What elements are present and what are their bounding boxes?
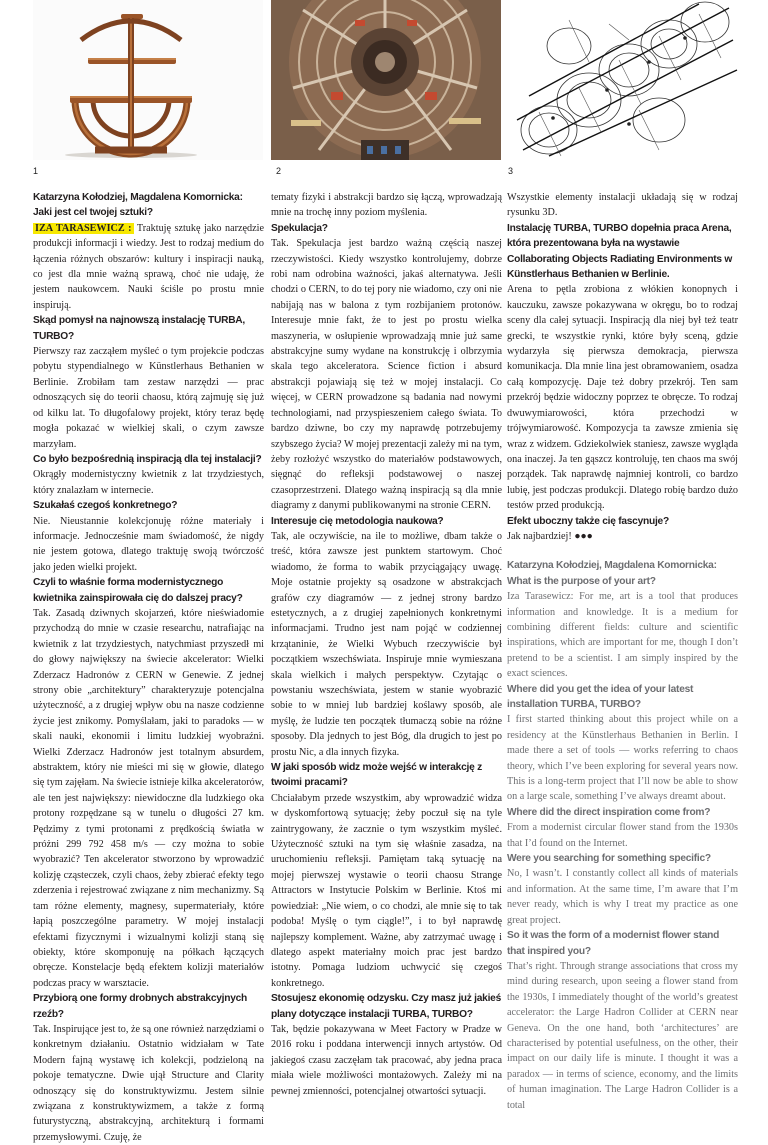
interview-question-en: Where did you get the idea of your latest installation TURBA, TURBO? <box>507 683 694 710</box>
interview-answer: Okrągły modernistyczny kwietnik z lat trzydziestych, który znalazłam w internecie. <box>33 469 264 496</box>
interview-answer-en: Iza Tarasewicz: For me, art is a tool that produces information and knowledge. It is a medium for combining different fields: culture and scientific inspirations, which are important for me, though I don’t pretend to be a scientist. I am simply inspired by the exact sciences. <box>507 591 738 680</box>
answer-text: Traktuję sztukę jako narzędzie produkcji informacji i wiedzy. Jest to rodzaj medium do łączenia różnych obszarów: kultury i inspiracji nauką, co jest dla mnie ważną sprawą, choć nie udaję, że jestem naukowcem. Nauki ściśle po prostu mnie inspirują. <box>33 222 264 311</box>
interview-answer: Nie. Nieustannie kolekcjonuję różne materiały i informacje. Jednocześnie mam świadomość, że nigdy nie jestem gotowa, dlatego traktuję swoją twórczość jako jeden wielki projekt. <box>33 515 264 573</box>
interview-answer: Tak. Inspirujące jest to, że są one również narzędziami o konkretnym działaniu. Ostatnio widziałam w Tate Modern fajną wystawę ich kolekcji, podzieloną na pokoje tematyczne. Dwie ujął Structure and Clarity odnoszący się do konstruktywizmu. Jestem silnie związana z konstruktywizmem, a także z formą futurystyczną, abstrakcyjną, architekturą i formami przemysłowymi. Czuję, że <box>33 1023 264 1143</box>
interview-question: Szukałaś czegoś konkretnego? <box>33 500 178 512</box>
interview-answer-en: That’s right. Through strange associations that cross my mind during research, upon seeing a flower stand from the 1930s, I immediately thought of the world’s greatest accelerator: the Large Hadron Collider at CERN near Geneva. On the one hand, both ‘architectures’ are characterised by potential usefulness, on the other, their impact on our daily life is minute. I thought it was a paradox — in terms of science, economy, and the limits of human imagination. The Large Hadron Collider is a total <box>507 960 738 1111</box>
interview-answer: tematy fizyki i abstrakcji bardzo się łączą, wprowadzają mnie na trochę inny poziom myślenia. <box>271 192 502 219</box>
interview-question: Spekulacja? <box>271 222 328 234</box>
interview-question: Przybiorą one formy drobnych abstrakcyjnych rzeźb? <box>33 993 248 1020</box>
figure-2-number: 2 <box>276 166 282 176</box>
speaker-name-highlight: IZA TARASEWICZ : <box>35 222 132 234</box>
interview-question: Interesuje cię metodologia naukowa? <box>271 515 444 527</box>
interview-answer: Wszystkie elementy instalacji układają się w rodzaj rysunku 3D. <box>507 192 738 219</box>
interview-question-en: So it was the form of a modernist flower stand that inspired you? <box>507 930 720 957</box>
figure-1-number: 1 <box>33 166 39 176</box>
interview-answer: Tak, ale oczywiście, na ile to możliwe, dbam także o treść, która zawsze jest punktem startowym. Choć wiadomo, że forma to wabik przyciągający uwagę. Moje ostatnie projekty są osadzone w abstrakcjach grafów czy diagramów — z jednej strony bardzo estetycznych, a z drugiej zapełnionych konkretnymi informacjami. Trudno jest nam pojąć w codziennej krzątaninie, że Wielki Wybuch rzeczywiście był początkiem wszechświata. Inspiruje mnie wymieszana skala wielkich i małych perspektyw. Czytając o powstaniu wszechświata, jestem w stanie wyobrazić sobie to w mniej lub bardziej koślawy sposób, ale myślę, że ludzie ten początek tłumaczą sobie na różne sposoby. Dla jednych to jest Bóg, dla drugich to jest po prostu Nic, a dla innych fizyka. <box>271 530 502 758</box>
figure-3-image <box>509 0 739 160</box>
column-1-polish <box>33 190 264 1145</box>
figure-1-image <box>33 0 263 160</box>
interview-question: Skąd pomysł na najnowszą instalację TURBA, TURBO? <box>33 315 245 342</box>
interview-question: Katarzyna Kołodziej, Magdalena Komornicka: Jaki jest cel twojej sztuki? <box>33 192 243 219</box>
column-2-polish <box>271 190 502 1099</box>
interview-answer: Tak, będzie pokazywana w Meet Factory w Pradze w 2016 roku i poddana interwencji innych artystów. Od jakiegoś czasu zaczęłam tak pracować, aby jedna praca miała wiele możliwości montażowych. Zależy mi na pewnej zmienności, potencjalnej otwartości sytuacji. <box>271 1023 502 1097</box>
interview-question-en: Were you searching for something specific? <box>507 853 711 865</box>
figure-2-image <box>271 0 501 160</box>
figure-3-number: 3 <box>508 166 514 176</box>
column-3-polish-english <box>507 190 738 1113</box>
section-spacer <box>507 544 738 558</box>
interview-question-en: Katarzyna Kołodziej, Magdalena Komornicka: What is the purpose of your art? <box>507 560 717 587</box>
interview-question: Co było bezpośrednią inspiracją dla tej instalacji? <box>33 453 262 465</box>
interview-question-en: Where did the direct inspiration come from? <box>507 806 711 818</box>
interview-question: Instalację TURBA, TURBO dopełnia praca Arena, która prezentowana była na wystawie Collaborating Objects Radiating Environments w Künstlerhaus Bethanien w Berlinie. <box>507 222 733 281</box>
interview-answer <box>33 221 264 313</box>
interview-answer: Arena to pętla zrobiona z włókien konopnych i kauczuku, zawsze pokazywana w okręgu, bo to rodzaj sceny dla całej sytuacji. Inspiracją dla niej był też teatr grecki, te wszystkie rynki, które były sceną, gdzie wydarzyła się pierwsza demokracja, pierwsza komunikacja. Dla mnie lina jest obramowaniem, osadza całą kompozycję. Daje też dobry przekrój. Ten sam przekrój będzie widoczny poprzez te obręcze. To rodzaj dwuwymiarowości, która przechodzi w trójwymiarowość. Kompozycja ta zawsze zmienia się wraz z widzem. Gdziekolwiek staniesz, zawsze wygląda ona inaczej. Ja ten gąszcz kontroluję, ten chaos ma swój porządek. Tak naprawdę najmniej kontroli, co bardzo lubię, jest podczas produkcji. Dlatego robię bardzo dużo testów przed produkcją. <box>507 284 738 512</box>
interview-answer-en: From a modernist circular flower stand from the 1930s that I’d found on the Internet. <box>507 822 738 849</box>
interview-answer: Jak najbardziej! ●●● <box>507 530 593 542</box>
interview-question: Efekt ubocznу także cię fascynuje? <box>507 515 669 527</box>
interview-answer-en: No, I wasn’t. I constantly collect all kinds of materials and information. At the same time, I’m aware that I’m never ready, which is why I treat my practice as one great project. <box>507 868 738 926</box>
interview-question: Stosujesz ekonomię odzysku. Czy masz już jakieś plany dotyczące instalacji TURBA, TURBO? <box>271 993 502 1020</box>
interview-question: W jaki sposób widz może wejść w interakcję z twoimi pracami? <box>271 762 482 789</box>
interview-answer: Tak. Spekulacja jest bardzo ważną częścią naszej rzeczywistości. Kiedy wszystko kontrolujemy, dobrze robi nam odrobina ważności, jakaś alternatywa. Jeśli chodzi o CERN, to do tej pory nie wiadomo, czy oni nie nabijają nas w balona z tym rozbijaniem protonów. Interesuje mnie fakt, że to jest po prostu wielka maszyneria, w osłupienie wprowadzają mnie już same abstrakcyjne sumy wydane na konstrukcję i olbrzymia skala tego akceleratora. Science fiction i absurd abstrakcji pojawiają się też w mojej instalacji. Co więcej, w CERN prowadzone są badania nad nowymi technologiami, nad przyspieszeniem całego świata. To bardzo dziwne, bo czy my naprawdę potrzebujemy szybszego życia? W mojej prezentacji zależy mi na tym, żeby rozłożyć wszystko do materiałów podstawowych, sięgnąć do refleksji podstawowej o naszej czasoprzestrzeni. Dlatego ważną inspiracją są dla mnie diagramy z danymi publikowanymi na stronie CERN. <box>271 238 502 512</box>
interview-answer: Chciałabym przede wszystkim, aby wprowadzić widza w dyskomfortową sytuację; żeby poczuł się na tyle zaintrygowany, że zacznie o tym wszystkim myśleć. Użyteczność sztuki na tym się właśnie zasadza, na uruchomieniu refleksji. Pamiętam taką sytuację na mojej pierwszej wystawie o teorii chaosu Strange Attractors w Instytucie Polskim w Berlinie. Ktoś mi powiedział: „Nie wiem, o co chodzi, ale mnie się to tak podoba! Myślę o tym ciągle!”, i to był naprawdę najlepszy komplement. Ważne, aby zatrzymać uwagę i dlatego aspekt materiałny moich prac jest bardzo istotny. Pomaga ludziom uchwycić się czegoś konkretnego. <box>271 792 502 989</box>
interview-answer-en: I first started thinking about this project while on a residency at the Künstlerhaus Bethanien in Berlin. I made there a set of tools — works referring to chaos theory, which I’ve been exploring for several years now. This is a long-term project that I’ll now be able to show on a large scale, something I’ve always dreamt about. <box>507 714 738 803</box>
interview-question: Czyli to właśnie forma modernistycznego kwietnika zainspirowała cię do dalszej pracy? <box>33 577 243 604</box>
interview-answer: Tak. Zasadą dziwnych skojarzeń, które nieświadomie przychodzą do mnie w czasie researchu, natrafiając na kwietnik z lat trzydziestych, natychmiast przyszedł mi do głowy największy na świecie akcelerator: Wielki Zderzacz Hadronów z CERN w Genewie. Z jednej strony obie „architektury” charakteryzuje potencjalna użyteczność, a z drugiej wpływ obu na nasze codzienne życie jest znikomy. Pomyślałam, jaki to paradoks — w skali nauki, ekonomii i limitu ludzkiej wyobraźni. Wielki Zderzacz Hadronów jest totalnym absurdem, abstraktem, który nie mieści mi się w głowie, dlatego się tym zajęłam. Na świecie istnieje kilka akceleratorów, ale ten jest największy: niewidoczne dla ludzkiego oka protony rozpędzane są w tunelu o długości 27 km. Pędzimy z tymi protonami z prędkością światła w próżni 299 792 458 m/s — czy można to sobie wyobrazić? Ten akcelerator stworzono by wprowadzić kolizję cząsteczek, czyli chaos, żeby zbierać efekty tego zderzenia i rejestrować związane z nim mechanizmy. Są tam różne elementy, magnesy, supermateriały, które łapią poszczególne parametry. W mojej instalacji efektami fizycznymi i wizualnymi kolizji staną się obiekty, które skomponuję na półkach łączących obręcze. Konstelacje będą efektem kolizji materiałów podczas pracy w warsztacie. <box>33 607 265 989</box>
interview-answer: Pierwszy raz zacząłem myśleć o tym projekcie podczas pobytu stypendialnego w Künstlerhaus Bethanien w Berlinie. Zrobiłam tam zestaw narzędzi — prac odnoszących się do teorii chaosu, którą zajmuję się już od kilku lat. To długofalowy projekt, który teraz będę mogła pokazać w wielkiej skali, o czym zawsze marzyłam. <box>33 346 264 450</box>
